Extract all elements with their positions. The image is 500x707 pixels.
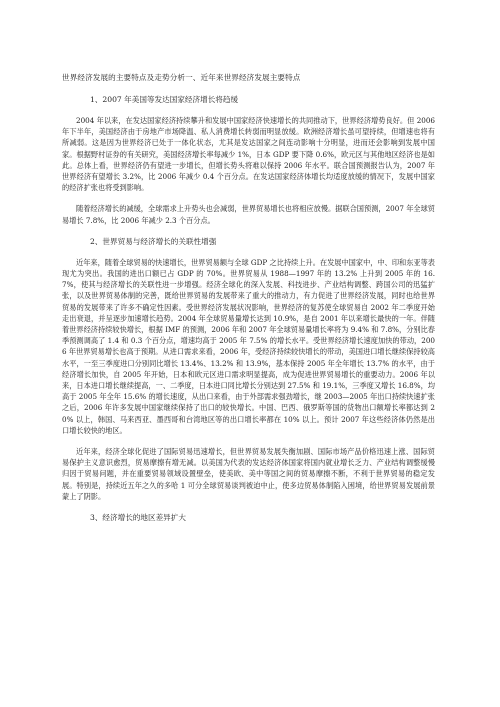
section-2-paragraph-2: 近年来，经济全球化促进了国际贸易迅速增长，但世界贸易发展失衡加剧、国际市场产品价格迅速上涨、国际贸易保护主义意识愈烈，贸易摩擦有增无减。以美国为代表的发达经济体国家将国内就业增长乏力、产业结构调整缓慢归因于贸易问题，并在重要贸易领域设置壁垒，使美欧、美中等国之间的贸易摩擦不断，不利于世界贸易的稳定发展。特别是，持续近五年之久的多哈 1 可分全球贸易谈判被迫中止，使多边贸易体制陷入困境，给世界贸易发展前景蒙上了阴影。 (62, 447, 435, 501)
section-1-paragraph-2: 随着经济增长的减缓，全球需求上升势头也会减弱，世界贸易增长也将相应放慢。据联合国预测，2007 年全球贸易增长 7.8%，比 2006 年减少 2.3 个百分点。 (62, 204, 435, 225)
section-2-heading: 2、世界贸易与经济增长的关联性增强 (90, 236, 217, 246)
section-3-heading: 3、经济增长的地区差异扩大 (90, 513, 186, 523)
section-1-heading: 1、2007 年美国等发达国家经济增长将趋缓 (90, 95, 239, 104)
section-2-paragraph-1: 近年来，随着全球贸易的快速增长，世界贸易额与全球 GDP 之比持续上升。在发展中国家中，中、印和东亚等表现尤为突出。我国的进出口额已占 GDP 的 70%。世界贸易从 1988—1997 年的 13.2% 上升到 2005 年的 16.7%，使其与经济增长的关联性进一步增强。经济全球化的深入发展、科技进步、产业结构调整、跨国公司的迅猛扩张，以及世界贸易体制的完善，既给世界贸易的发展带来了重大的推动力，有力促进了世界经济发展，同时也给世界贸易的发展带来了许多不确定性因素。受世界经济发展状况影响，世界经济的复苏使全球贸易自 2002 年二季度开始走出衰退，并呈逐步加速增长趋势。2004 年全球贸易量增长达到 10.9%，是自 2001 年以来增长最快的一年。伴随着世界经济持续较快增长，根据 IMF 的预测，2006 年和 2007 年全球贸易量增长率将为 9.4% 和 7.8%，分别比春季预测调高了 1.4 和 0.3 个百分点，增速均高于 2005 年 7.5% 的增长水平。受世界经济增长速度加快的带动，2006 年世界贸易增长也高于预期。从进口需求来看，2006 年，受经济持续较快增长的带动，美国进口增长继续保持较高水平，一至三季度进口分别同比增长 13.4%、13.2% 和 13.9%，基本保持 2005 年全年增长 13.7% 的水平，由于经济增长加快，自 2005 年开始，日本和欧元区进口需求明显提高，成为促进世界贸易增长的重要动力。2006 年以来，日本进口增长继续提高，一、二季度，日本进口同比增长分别达到 27.5% 和 19.1%，三季度又增长 16.8%，均高于 2005 年全年 15.6% 的增长速度，从出口来看，由于外部需求强劲增长，继 2003—2005 年出口持续快速扩张之后，2006 年许多发展中国家继续保持了出口的较快增长。中国、巴西、俄罗斯等国的货物出口额增长率都达到 20% 以上，韩国、马来西亚、墨西哥和台湾地区等的出口增长率都在 10% 以上。预计 2007 年这些经济体仍然是出口增长较快的地区。 (62, 257, 435, 435)
section-1-paragraph-1: 2004 年以来，在发达国家经济持续攀升和发展中国家经济快速增长的共同推动下，世界经济增势良好。但 2006 年下半年，美国经济由于房地产市场降温、私人消费增长转弱而明显放缓。欧洲经济增长虽可望持续，但增速也将有所减弱。这是因为世界经济已处于一体化状态，尤其是发达国家之间连动影响十分明显，进而还会影响到发展中国家。根据野村证券的有关研究，美国经济增长率每减少 1%，日本 GDP 要下降 0.6%，欧元区与其他地区经济也是如此。总体上看，世界经济仍有望进一步增长，但增长势头将难以保持 2006 年水平。联合国预测报告认为，2007 年世界经济有望增长 3.2%，比 2006 年减少 0.4 个百分点。在发达国家经济体增长均适度放缓的情况下，发展中国家的经济扩张也将受到影响。 (62, 116, 435, 193)
document-title: 世界经济发展的主要特点及走势分析一、近年来世界经济发展主要特点 (62, 73, 301, 82)
